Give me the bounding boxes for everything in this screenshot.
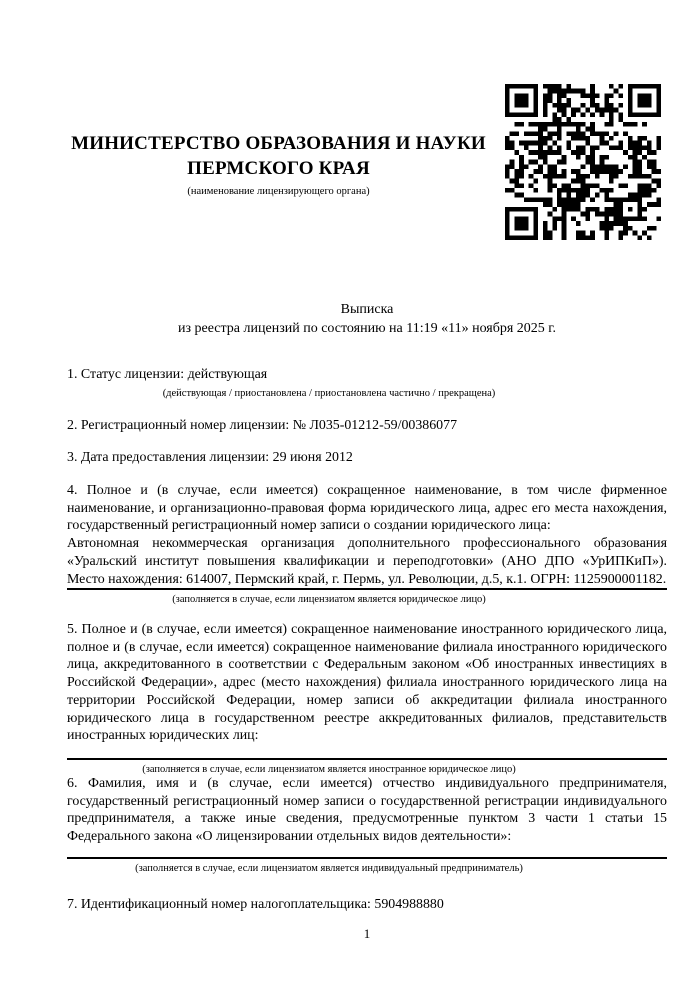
- registration-number-text: 2. Регистрационный номер лицензии: № Л035-01212-59/00386077: [67, 418, 458, 433]
- license-status-note: (действующая / приостановлена / приостановлена частично / прекращена): [162, 387, 496, 399]
- foreign-entity-paragraph: 5. Полное и (в случае, если имеется) сокращенное наименование иностранного юридического лица, полное и (в случае, если имеется) сокращенное наименование филиала иностранного юридического лица, аккредитованного в соответствии с Федеральным законом «Об иностранных инвестициях в Российской Федерации», адрес (место нахождения) филиала иностранного юридического лица на территории Российской Федерации, номер записи об аккредитации филиала иностранного юридического лица в государственном реестре аккредитованных филиалов, представительств иностранных юридических лиц:: [67, 622, 667, 744]
- foreign-entity-note: (заполняется в случае, если лицензиатом является иностранное юридическое лицо): [142, 763, 516, 775]
- item-individual-entrepreneur: [67, 775, 667, 875]
- authority-caption: (наименование лицензирующего органа): [187, 186, 370, 197]
- document-title: [67, 301, 667, 338]
- taxpayer-number-text: 7. Идентификационный номер налогоплательщика: 5904988880: [67, 897, 444, 912]
- legal-entity-fill-line: [67, 588, 667, 590]
- license-status-text: 1. Статус лицензии: действующая: [67, 367, 268, 382]
- entrepreneur-note: (заполняется в случае, если лицензиатом является индивидуальный предприниматель): [135, 862, 523, 874]
- item-taxpayer-number: [67, 896, 667, 914]
- foreign-entity-blank-field: [67, 745, 667, 758]
- item-license-date: [67, 449, 667, 467]
- legal-entity-paragraph: 4. Полное и (в случае, если имеется) сокращенное наименование, в том числе фирменное наименование, и организационно-правовая форма юридического лица, адрес его места нахождения, государственный регистрационный номер записи о создании юридического лица:: [67, 483, 667, 534]
- page-number: 1: [363, 926, 371, 941]
- title-line2: из реестра лицензий по состоянию на 11:19 «11» ноября 2025 г.: [178, 320, 556, 336]
- item-registration-number: [67, 417, 667, 435]
- entrepreneur-blank-field: [67, 846, 667, 857]
- license-date-text: 3. Дата предоставления лицензии: 29 июня 2012: [67, 450, 353, 465]
- legal-entity-value: Автономная некоммерческая организация дополнительного профессионального образования «Уральский институт повышения квалификации и переподготовки» (АНО ДПО «УрИПКиП»). Место нахождения: 614007, Пермский край, г. Пермь, ул. Революции, д.5, к.1. ОГРН: 1125900001182.: [67, 536, 667, 587]
- foreign-entity-fill-line: [67, 758, 667, 760]
- item-legal-entity: [67, 482, 667, 606]
- ministry-name-line2: ПЕРМСКОГО КРАЯ: [187, 158, 370, 179]
- qr-code-image: [505, 84, 661, 240]
- ministry-name-line1: МИНИСТЕРСТВО ОБРАЗОВАНИЯ И НАУКИ: [71, 133, 486, 154]
- title-line1: Выписка: [340, 302, 394, 317]
- legal-entity-note: (заполняется в случае, если лицензиатом является юридическое лицо): [172, 594, 486, 606]
- entrepreneur-fill-line: [67, 857, 667, 859]
- item-foreign-entity: [67, 621, 667, 776]
- item-license-status: [67, 366, 667, 400]
- licensing-authority-header: [67, 131, 490, 198]
- entrepreneur-paragraph: 6. Фамилия, имя и (в случае, если имеется) отчество индивидуального предпринимателя, государственный регистрационный номер записи о государственной регистрации индивидуального предпринимателя, а также иные сведения, предусмотренные пунктом 3 части 1 статьи 15 Федерального закона «О лицензировании отдельных видов деятельности»:: [67, 776, 667, 845]
- qr-code: [505, 84, 661, 240]
